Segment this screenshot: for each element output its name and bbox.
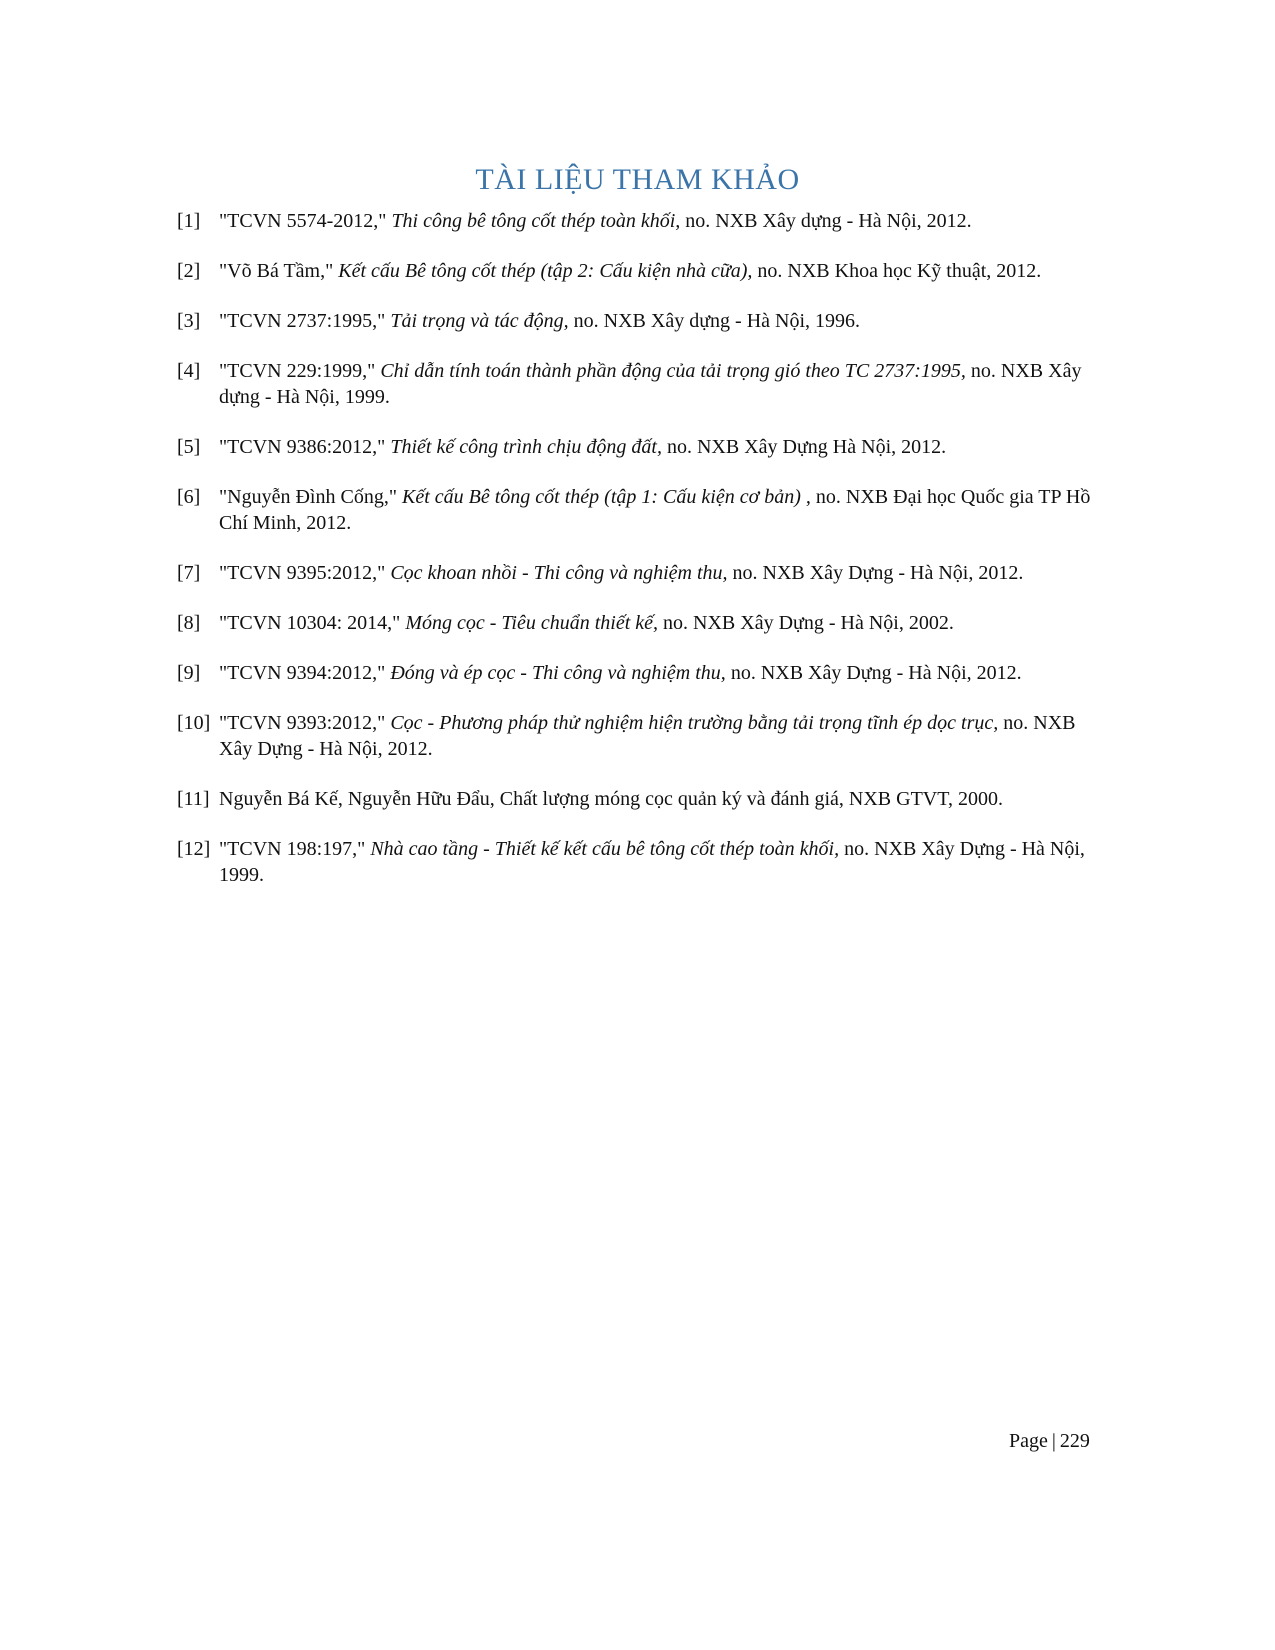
reference-item bbox=[177, 308, 1102, 334]
reference-title: Thiết kế công trình chịu động đất, bbox=[390, 436, 662, 458]
reference-title: Thi công bê tông cốt thép toàn khối, bbox=[391, 210, 681, 232]
reference-publisher: no. NXB Xây Dựng Hà Nội, 2012. bbox=[661, 436, 947, 458]
reference-publisher: no. NXB Xây dựng - Hà Nội, 2012. bbox=[680, 210, 972, 232]
reference-title: Đóng và ép cọc - Thi công và nghiệm thu, bbox=[390, 662, 726, 684]
reference-lead: "TCVN 229:1999," bbox=[219, 360, 381, 382]
reference-item bbox=[177, 358, 1102, 410]
reference-item bbox=[177, 258, 1102, 284]
reference-lead: "TCVN 9395:2012," bbox=[219, 562, 391, 584]
reference-number: [6] bbox=[177, 486, 201, 508]
reference-title: Cọc - Phương pháp thử nghiệm hiện trường bằng tải trọng tĩnh ép dọc trục, bbox=[390, 712, 999, 734]
reference-title: Cọc khoan nhồi - Thi công và nghiệm thu, bbox=[390, 562, 728, 584]
reference-number: [2] bbox=[177, 260, 201, 282]
reference-number: [8] bbox=[177, 612, 201, 634]
page-separator: | bbox=[1051, 1430, 1056, 1452]
page-title: TÀI LIỆU THAM KHẢO bbox=[475, 163, 800, 197]
reference-title: Nhà cao tầng - Thiết kế kết cấu bê tông cốt thép toàn khối, bbox=[370, 838, 840, 860]
reference-number: [5] bbox=[177, 436, 201, 458]
reference-lead: "TCVN 9386:2012," bbox=[219, 436, 391, 458]
reference-publisher: no. NXB Xây dựng - Hà Nội, 1996. bbox=[568, 310, 861, 332]
reference-list bbox=[177, 208, 1102, 912]
page-number: 229 bbox=[1059, 1430, 1090, 1452]
reference-title: Kết cấu Bê tông cốt thép (tập 2: Cấu kiện nhà cữa), bbox=[338, 260, 753, 282]
reference-number: [10] bbox=[177, 712, 211, 734]
reference-item bbox=[177, 836, 1102, 888]
reference-publisher: no. NXB Xây dựng - Hà Nội, 1999. bbox=[219, 360, 1082, 408]
page-footer bbox=[1009, 1430, 1090, 1453]
reference-item bbox=[177, 710, 1102, 762]
reference-item bbox=[177, 660, 1102, 686]
reference-title: Móng cọc - Tiêu chuẩn thiết kế, bbox=[405, 612, 659, 634]
reference-number: [9] bbox=[177, 662, 201, 684]
reference-title: Tải trọng và tác động, bbox=[390, 310, 569, 332]
reference-item bbox=[177, 434, 1102, 460]
reference-lead: "Nguyễn Đình Cống," bbox=[219, 486, 402, 508]
reference-lead: "TCVN 2737:1995," bbox=[219, 310, 391, 332]
reference-publisher: no. NXB Xây Dựng - Hà Nội, 2012. bbox=[219, 712, 1076, 760]
reference-title: Kết cấu Bê tông cốt thép (tập 1: Cấu kiện cơ bản) , bbox=[402, 486, 811, 508]
reference-number: [7] bbox=[177, 562, 201, 584]
reference-item bbox=[177, 484, 1102, 536]
reference-lead: "TCVN 10304: 2014," bbox=[219, 612, 406, 634]
reference-lead: "TCVN 198:197," bbox=[219, 838, 371, 860]
reference-publisher: no. NXB Đại học Quốc gia TP Hồ Chí Minh, 2012. bbox=[219, 486, 1091, 534]
reference-item bbox=[177, 208, 1102, 234]
reference-publisher: no. NXB Xây Dựng - Hà Nội, 2012. bbox=[725, 662, 1022, 684]
reference-number: [1] bbox=[177, 210, 201, 232]
page-label: Page bbox=[1009, 1430, 1048, 1452]
reference-lead: "TCVN 9393:2012," bbox=[219, 712, 391, 734]
reference-item bbox=[177, 610, 1102, 636]
reference-number: [12] bbox=[177, 838, 211, 860]
reference-publisher: no. NXB Khoa học Kỹ thuật, 2012. bbox=[752, 260, 1042, 282]
reference-lead: "TCVN 5574-2012," bbox=[219, 210, 392, 232]
reference-item bbox=[177, 560, 1102, 586]
reference-item bbox=[177, 786, 1102, 812]
reference-lead: "Võ Bá Tầm," bbox=[219, 260, 339, 282]
reference-number: [11] bbox=[177, 788, 210, 810]
reference-title: Chỉ dẫn tính toán thành phần động của tải trọng gió theo TC 2737:1995, bbox=[380, 360, 966, 382]
reference-lead: Nguyễn Bá Kế, Nguyễn Hữu Đẩu, Chất lượng móng cọc quản ký và đánh giá, NXB GTVT, 2000. bbox=[219, 788, 1003, 810]
reference-number: [3] bbox=[177, 310, 201, 332]
reference-publisher: no. NXB Xây Dựng - Hà Nội, 1999. bbox=[219, 838, 1085, 886]
reference-lead: "TCVN 9394:2012," bbox=[219, 662, 391, 684]
reference-publisher: no. NXB Xây Dựng - Hà Nội, 2012. bbox=[727, 562, 1024, 584]
reference-number: [4] bbox=[177, 360, 201, 382]
reference-publisher: no. NXB Xây Dựng - Hà Nội, 2002. bbox=[658, 612, 954, 634]
